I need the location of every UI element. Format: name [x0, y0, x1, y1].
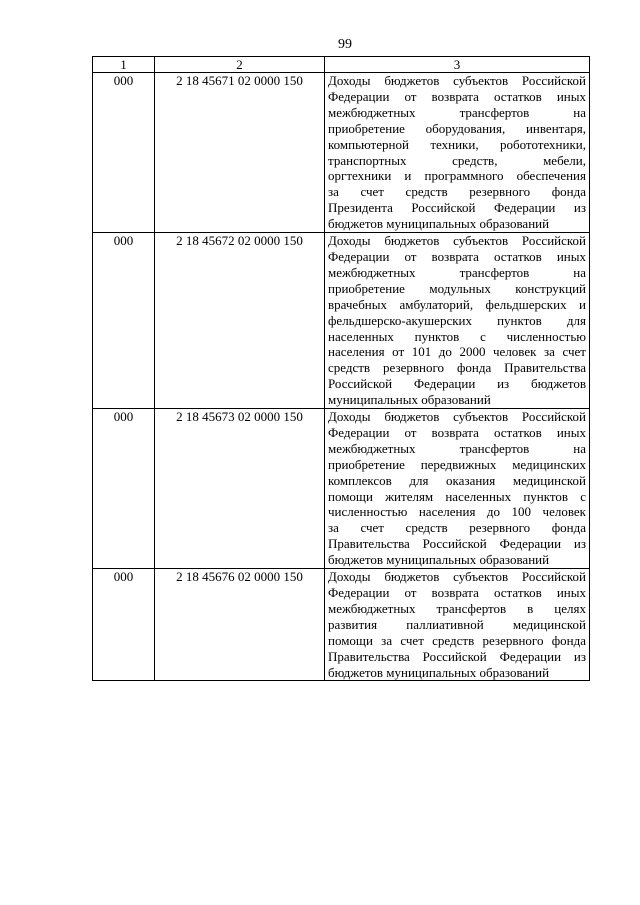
column-header-3: 3 — [325, 57, 590, 73]
description-line: помощи жителям населенных пунктов с — [328, 488, 586, 504]
description-line: оргтехники и программного обеспечения — [328, 168, 586, 184]
description-line: за счет средств резервного фонда — [328, 184, 586, 200]
classification-code-cell: 2 18 45676 02 0000 150 — [155, 569, 325, 681]
description-line: населенных пунктов с численностью — [328, 328, 586, 344]
description-line: бюджетов муниципальных образований — [328, 216, 550, 232]
description-line: Федерации от возврата остатков иных — [328, 248, 586, 264]
description-line: транспортных средств, мебели, — [328, 152, 586, 168]
classification-code-cell: 2 18 45671 02 0000 150 — [155, 73, 325, 233]
column-header-2: 2 — [155, 57, 325, 73]
description-line: Правительства Российской Федерации из — [328, 536, 586, 552]
description-line: Правительства Российской Федерации из — [328, 648, 586, 664]
description-line: населения от 101 до 2000 человек за счет — [328, 344, 586, 360]
column-header-1: 1 — [93, 57, 155, 73]
table-header-row — [93, 57, 590, 73]
description-line: помощи за счет средств резервного фонда — [328, 632, 586, 648]
description-line: Президента Российской Федерации из — [328, 200, 586, 216]
budget-classification-table — [92, 56, 590, 681]
classification-code-cell: 2 18 45673 02 0000 150 — [155, 409, 325, 569]
description-line: межбюджетных трансфертов в целях — [328, 600, 586, 616]
classification-code-cell: 2 18 45672 02 0000 150 — [155, 233, 325, 409]
table-row — [93, 569, 590, 681]
description-line: Федерации от возврата остатков иных — [328, 585, 586, 600]
description-cell — [325, 233, 590, 409]
description-line: Доходы бюджетов субъектов Российской — [328, 73, 586, 88]
admin-code-cell: 000 — [93, 409, 155, 569]
description-line: фельдшерско-акушерских пунктов для — [328, 312, 586, 328]
description-line: компьютерной техники, робототехники, — [328, 136, 586, 152]
description-line: межбюджетных трансфертов на — [328, 264, 586, 280]
description-cell — [325, 409, 590, 569]
admin-code-cell: 000 — [93, 233, 155, 409]
admin-code-cell: 000 — [93, 569, 155, 681]
description-line: средств резервного фонда Правительства — [328, 360, 586, 376]
description-cell — [325, 73, 590, 233]
description-line: Доходы бюджетов субъектов Российской — [328, 409, 586, 425]
description-line: межбюджетных трансфертов на — [328, 104, 586, 120]
description-line: комплексов для оказания медицинской — [328, 472, 586, 488]
table-row — [93, 233, 590, 409]
description-line: муниципальных образований — [328, 392, 491, 408]
description-line: приобретение оборудования, инвентаря, — [328, 120, 586, 136]
table-row — [93, 409, 590, 569]
description-line: Российской Федерации из бюджетов — [328, 376, 586, 392]
description-line: врачебных амбулаторий, фельдшерских и — [328, 296, 586, 312]
description-line: Федерации от возврата остатков иных — [328, 424, 586, 440]
description-line: за счет средств резервного фонда — [328, 520, 586, 536]
page-number: 99 — [338, 37, 352, 52]
description-line: Доходы бюджетов субъектов Российской — [328, 569, 586, 585]
description-line: Федерации от возврата остатков иных — [328, 88, 586, 104]
description-line: Доходы бюджетов субъектов Российской — [328, 233, 586, 249]
description-line: приобретение модульных конструкций — [328, 280, 586, 296]
description-line: приобретение передвижных медицинских — [328, 456, 586, 472]
description-line: развития паллиативной медицинской — [328, 616, 586, 632]
description-line: численностью населения до 100 человек — [328, 504, 586, 520]
table-row — [93, 73, 590, 233]
description-cell — [325, 569, 590, 681]
description-line: межбюджетных трансфертов на — [328, 440, 586, 456]
description-line: бюджетов муниципальных образований — [328, 664, 550, 680]
description-line: бюджетов муниципальных образований — [328, 552, 550, 568]
admin-code-cell: 000 — [93, 73, 155, 233]
